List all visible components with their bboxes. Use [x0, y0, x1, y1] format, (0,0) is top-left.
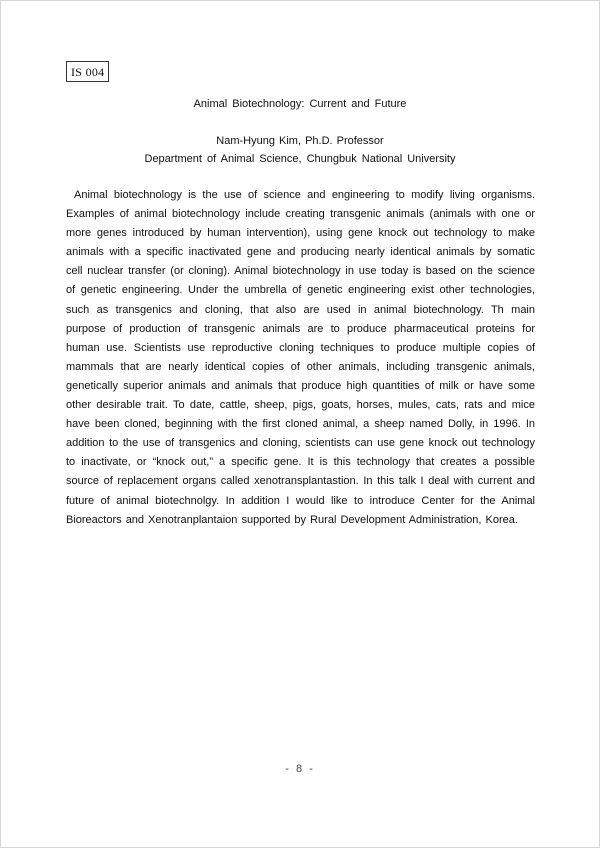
page-number: - 8 - [285, 763, 315, 775]
abstract-body: Animal biotechnology is the use of science and engineering to modify living organisms. Examples of animal biotechnology include creating transgenic animals (animals with one or more genes introduced by human intervention), using gene knock out technology to make animals with a specific inactivated gene and producing nearly identical animals by somatic cell nuclear transfer (or cloning). Animal biotechnology in use today is based on the science of genetic engineering. Under the umbrella of genetic engineering exist other technologies, such as transgenics and cloning, that also are used in animal biotechnology. Th main purpose of production of transgenic animals are to produce pharmaceutical proteins for human use. Scientists use reproductive cloning techniques to produce multiple copies of mammals that are nearly identical copies of other animals, including transgenic animals, genetically superior animals and animals that produce high quantities of milk or have some other desirable trait. To date, cattle, sheep, pigs, goats, horses, mules, cats, rats and mice have been cloned, beginning with the first cloned animal, a sheep named Dolly, in 1996. In addition to the use of transgenics and cloning, scientists can use gene knock out technology to inactivate, or “knock out,” a specific gene. It is this technology that creates a possible source of replacement organs called xenotransplantastion. In this talk I deal with current and future of animal biotechnolgy. In addition I would like to introduce Center for the Animal Bioreactors and Xenotranplantaion supported by Rural Development Administration, Korea. [66, 189, 535, 526]
author-name: Nam-Hyung Kim [216, 135, 298, 147]
author-affiliation: Department of Animal Science, Chungbuk National University [144, 153, 456, 165]
abstract-title: Animal Biotechnology: Current and Future [193, 98, 407, 110]
session-code-box: IS 004 [66, 61, 109, 82]
author-line [0, 135, 600, 147]
author-credentials: , Ph.D. Professor [297, 135, 384, 147]
